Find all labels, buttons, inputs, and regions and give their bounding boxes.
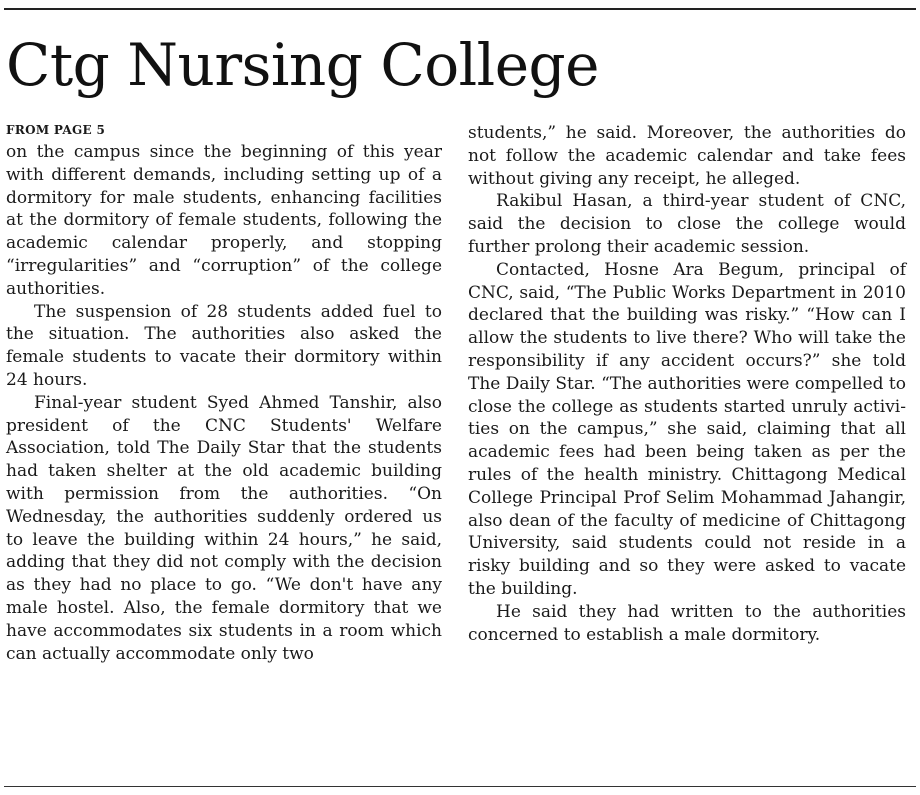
bottom-rule bbox=[4, 786, 916, 787]
paragraph: students,” he said. Moreover, the authorities do not follow the academic calendar and take fees without giving any receipt, he alleged. bbox=[468, 123, 906, 189]
headline: Ctg Nursing College bbox=[6, 31, 599, 99]
paragraph: Rakibul Hasan, a third-year student of CNC, said the decision to close the college would further prolong their academic session. bbox=[468, 191, 906, 257]
top-rule bbox=[4, 8, 916, 10]
paragraph: Final-year student Syed Ahmed Tanshir, also president of the CNC Students' Welfare Association, told The Daily Star that the students had taken shelter at the old academic building with permission from the authorities. “On Wednesday, the authorities suddenly ordered us to leave the building within 24 hours,” he said, adding that they did not comply with the decision as they had no place to go. “We don't have any male hostel. Also, the female dormitory that we have accommodates six students in a room which can actually accommodate only two bbox=[6, 392, 442, 664]
from-page-label: FROM PAGE 5 bbox=[6, 123, 106, 137]
paragraph: The suspension of 28 students added fuel to the situation. The authorities also asked the female students to vacate their dormitory within 24 hours. bbox=[6, 301, 442, 390]
right-column bbox=[468, 122, 906, 646]
paragraph: on the campus since the beginning of this year with different demands, including setting up of a dormitory for male students, enhancing facilities at the dormitory of female students, following the academic calendar properly, and stopping “irregularities” and “corruption” of the college authorities. bbox=[6, 142, 442, 299]
left-column bbox=[6, 122, 442, 665]
paragraph: He said they had written to the authorities concerned to establish a male dormitory. bbox=[468, 601, 906, 645]
paragraph: Contacted, Hosne Ara Begum, principal of CNC, said, “The Public Works Department in 2010 declared that the building was risky.” “How can I allow the students to live there? Who will take the responsibility if any accident occurs?” she told The Daily Star. “The authorities were compelled to close the college as students started unruly activities on the campus,” she said, claiming that all academic fees had been being taken as per the rules of the health ministry. Chittagong Medical College Principal Prof Selim Mohammad Jahangir, also dean of the faculty of medicine of Chittagong University, said students could not reside in a risky building and so they were asked to vacate the building. bbox=[468, 259, 906, 599]
